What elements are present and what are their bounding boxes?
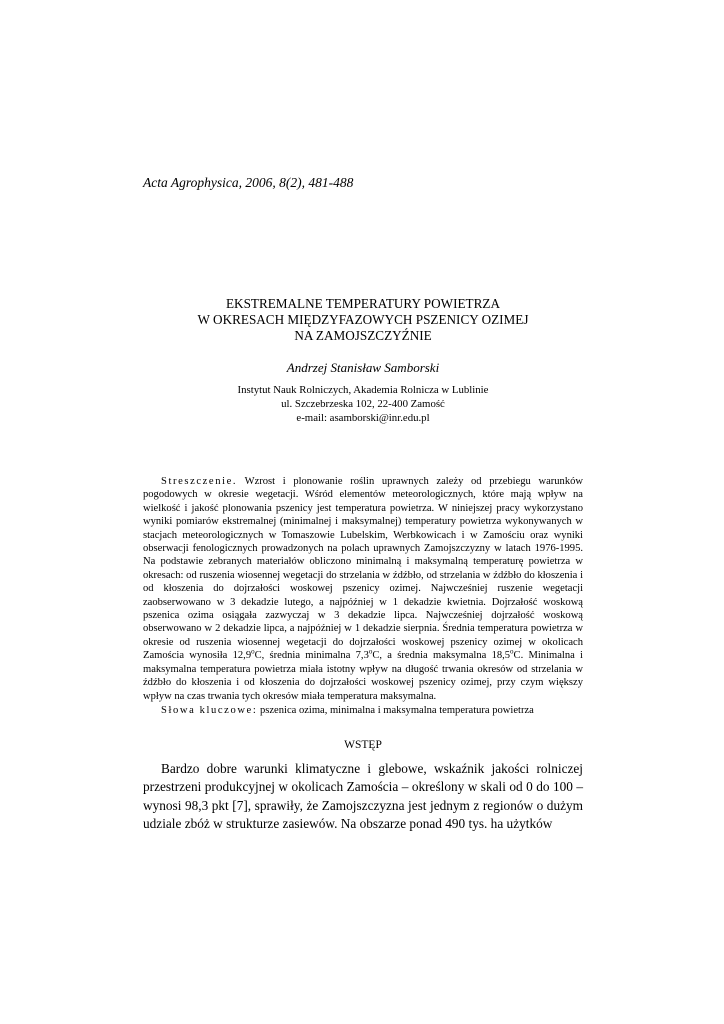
title-line: W OKRESACH MIĘDZYFAZOWYCH PSZENICY OZIMEJ — [197, 312, 529, 327]
keywords — [143, 704, 583, 717]
abstract-text-unit1: C, średnia minimalna 7,3 — [254, 650, 369, 662]
affiliation-address: ul. Szczebrzeska 102, 22-400 Zamość — [281, 398, 445, 410]
affiliation — [143, 383, 583, 425]
abstract-label: Streszczenie. — [161, 476, 238, 487]
author-name: Andrzej Stanisław Samborski — [286, 360, 440, 375]
keywords-label: Słowa kluczowe: — [161, 705, 258, 716]
affiliation-email: e-mail: asamborski@inr.edu.pl — [296, 412, 430, 424]
intro-paragraph: Bardzo dobre warunki klimatyczne i glebowe, wskaźnik jakości rolniczej przestrzeni produkcyjnej w okolicach Zamościa – określony w skali od 0 do 100 – wynosi 98,3 pkt [7], sprawiły, że Zamojszczyzna jest jednym z regionów o dużym udziale zbóż w strukturze zasiewów. Na obszarze ponad 490 tys. ha użytków — [143, 761, 583, 831]
section-heading-intro: WSTĘP — [344, 739, 382, 751]
degree-symbol: o — [368, 647, 373, 656]
title-line: EKSTREMALNE TEMPERATURY POWIETRZA — [225, 296, 500, 311]
degree-symbol: o — [510, 647, 514, 656]
paper-title — [143, 296, 583, 344]
title-line: NA ZAMOJSZCZYŹNIE — [294, 328, 432, 343]
abstract-text-unit2: C, a średnia maksymalna 18,5 — [372, 650, 511, 662]
abstract-text-part2: C. Minimalna i maksymalna temperatura powietrza miała istotny wpływ na długość trwania okresów od strzelania w źdźbło do kłoszenia i od kłoszenia do dojrzałości woskowej pszenicy ozimej, przy czym większy wpływ na czas trwania tych okresów miała temperatura maksymalna. — [143, 650, 583, 702]
affiliation-institution: Instytut Nauk Rolniczych, Akademia Rolnicza w Lublinie — [237, 384, 489, 396]
keywords-text: pszenica ozima, minimalna i maksymalna temperatura powietrza — [257, 705, 534, 716]
abstract — [143, 475, 583, 703]
abstract-text-part1: Wzrost i plonowanie roślin uprawnych zależy od przebiegu warunków pogodowych w okresie wegetacji. Wśród elementów meteorologicznych, które mają wpływ na wielkość i jakość plonowania pszenicy jest temperatura powietrza. W niniejszej pracy wykorzystano wyniki pomiarów ekstremalnej (minimalnej i maksymalnej) temperatury powietrza wykonywanych w stacjach meteorologicznych w Tomaszowie Lubelskim, Werbkowicach i w Zamościu oraz wyniki obserwacji fenologicznych prowadzonych na polach uprawnych Zamojszczyzny w latach 1976-1995. Na podstawie zebranych materiałów obliczono minimalną i maksymalną temperaturę powietrza w okresach: od ruszenia wiosennej wegetacji do strzelania w źdźbło, od strzelania w źdźbło do kłoszenia i od kłoszenia do dojrzałości woskowej pszenicy ozimej. Najwcześniej ruszenie wegetacji zaobserwowano w 3 dekadzie lutego, a najpóźniej w 1 dekadzie kwietnia. Dojrzałość woskową pszenica ozima osiągała zazwyczaj w 3 dekadzie lipca. Najwcześniej dojrzałość woskową obserwowano w 2 dekadzie lipca, a najpóźniej w 1 dekadzie sierpnia. Średnia temperatura powietrza w okresie od ruszenia wiosennej wegetacji do dojrzałości woskowej pszenicy ozimej w okolicach Zamościa wynosiła 12,9 — [143, 476, 583, 662]
degree-symbol: o — [251, 647, 255, 656]
journal-reference: Acta Agrophysica, 2006, 8(2), 481-488 — [143, 175, 354, 190]
